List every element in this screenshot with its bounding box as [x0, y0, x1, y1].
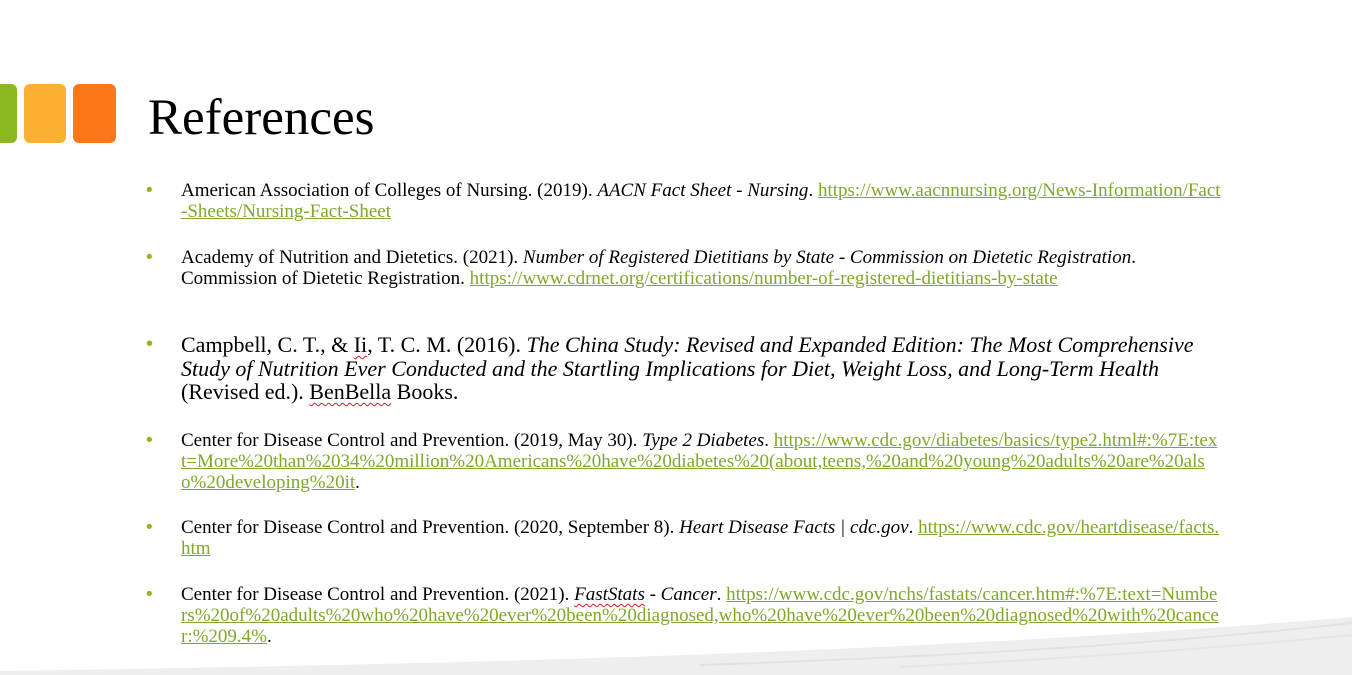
reference-text: Books.: [391, 379, 459, 404]
reference-link[interactable]: https://www.cdc.gov/diabetes/basics/type2.html#:%7E:text=More%20than%2034%20million%20Americans%20have%20diabetes%20(about,teens,%20and%20young%20adults%20are%20also%20developing%20it: [181, 430, 1218, 493]
bullet-icon: •: [146, 247, 153, 268]
reference-link[interactable]: https://www.cdc.gov/nchs/fastats/cancer.htm#:%7E:text=Numbers%20of%20adults%20who%20have%20ever%20been%20diagnosed,who%20have%20ever%20been%20diagnosed%20with%20cancer:%209.4%: [181, 584, 1219, 647]
reference-text: Campbell, C. T., &: [181, 332, 354, 357]
reference-link[interactable]: https://www.cdrnet.org/certifications/number-of-registered-dietitians-by-state: [469, 268, 1058, 289]
reference-text: Center for Disease Control and Prevention. (2020, September 8).: [181, 517, 680, 538]
reference-title: Type 2 Diabetes: [642, 430, 765, 451]
reference-text: Center for Disease Control and Prevention. (2019, May 30).: [181, 430, 643, 451]
bullet-icon: •: [146, 180, 153, 201]
bullet-icon: •: [146, 517, 153, 538]
reference-link[interactable]: https://www.aacnnursing.org/News-Information/Fact-Sheets/Nursing-Fact-Sheet: [181, 180, 1221, 222]
reference-text: (Revised ed.).: [181, 379, 310, 404]
reference-item: [146, 517, 1221, 559]
reference-item: [146, 180, 1221, 222]
reference-item: [146, 247, 1221, 289]
reference-title: - Cancer: [644, 584, 717, 605]
reference-text: , T. C. M. (2016).: [367, 332, 527, 357]
reference-item: [146, 332, 1201, 404]
reference-text: .: [716, 584, 727, 605]
decor-swoosh: [0, 595, 1352, 675]
reference-title: Number of Registered Dietitians by State - Commission on Dietetic Registration: [522, 247, 1132, 268]
reference-title: Heart Disease Facts | cdc.gov: [679, 517, 909, 538]
reference-text: American Association of Colleges of Nursing. (2019).: [181, 180, 598, 201]
reference-item: [146, 430, 1221, 493]
slide-title: References: [148, 90, 375, 146]
spellcheck-word: Ii: [353, 332, 368, 357]
bullet-icon: •: [146, 430, 153, 451]
reference-link[interactable]: https://www.cdc.gov/heartdisease/facts.htm: [181, 517, 1220, 559]
reference-text: . Commission of Dietetic Registration.: [181, 247, 1136, 289]
reference-text: .: [908, 517, 919, 538]
reference-text: Center for Disease Control and Prevention. (2021).: [181, 584, 575, 605]
reference-text: .: [764, 430, 774, 451]
reference-text: .: [267, 626, 272, 647]
reference-title: AACN Fact Sheet - Nursing: [597, 180, 809, 201]
reference-text: .: [808, 180, 818, 201]
bullet-icon: •: [146, 584, 153, 605]
spellcheck-word: BenBella: [309, 379, 392, 404]
reference-title: The China Study: Revised and Expanded Edition: The Most Comprehensive Study of Nutrition Ever Conducted and the Startling Implications for Diet, Weight Loss, and Long-Term Health: [181, 332, 1194, 381]
reference-text: Academy of Nutrition and Dietetics. (2021).: [181, 247, 523, 268]
spellcheck-word: FastStats: [574, 584, 645, 605]
reference-text: .: [355, 472, 360, 493]
bullet-icon: •: [146, 333, 154, 355]
